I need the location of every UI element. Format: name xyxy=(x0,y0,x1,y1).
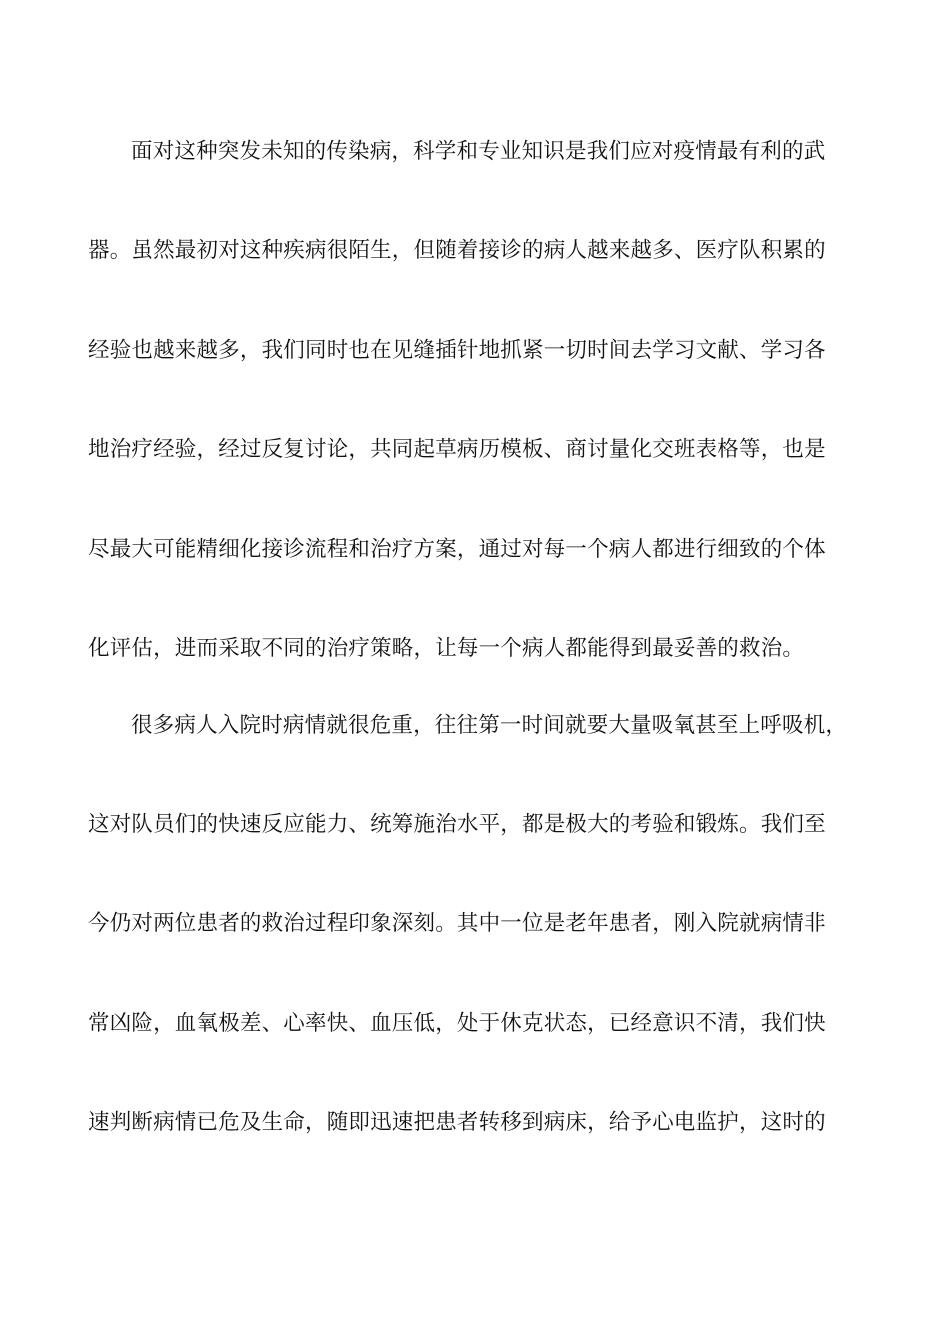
paragraph-1-line-4: 地治疗经验，经过反复讨论，共同起草病历模板、商讨量化交班表格等，也是 xyxy=(88,437,826,462)
paragraph-1-line-5: 尽最大可能精细化接诊流程和治疗方案，通过对每一个病人都进行细致的个体 xyxy=(88,537,826,562)
paragraph-2-line-4: 常凶险，血氧极差、心率快、血压低，处于休克状态，已经意识不清，我们快 xyxy=(88,1011,826,1036)
paragraph-2-line-3: 今仍对两位患者的救治过程印象深刻。其中一位是老年患者，刚入院就病情非 xyxy=(88,911,826,936)
paragraph-1-line-6: 化评估，进而采取不同的治疗策略，让每一个病人都能得到最妥善的救治。 xyxy=(88,636,805,661)
paragraph-2-line-5: 速判断病情已危及生命，随即迅速把患者转移到病床，给予心电监护，这时的 xyxy=(88,1110,826,1135)
paragraph-1-line-1: 面对这种突发未知的传染病，科学和专业知识是我们应对疫情最有利的武 xyxy=(131,139,826,164)
paragraph-1-line-2: 器。虽然最初对这种疾病很陌生，但随着接诊的病人越来越多、医疗队积累的 xyxy=(88,238,826,263)
paragraph-1-line-3: 经验也越来越多，我们同时也在见缝插针地抓紧一切时间去学习文献、学习各 xyxy=(88,338,826,363)
paragraph-2-line-2: 这对队员们的快速反应能力、统筹施治水平，都是极大的考验和锻炼。我们至 xyxy=(88,812,826,837)
paragraph-2-line-1: 很多病人入院时病情就很危重，往往第一时间就要大量吸氧甚至上呼吸机， xyxy=(131,713,848,738)
